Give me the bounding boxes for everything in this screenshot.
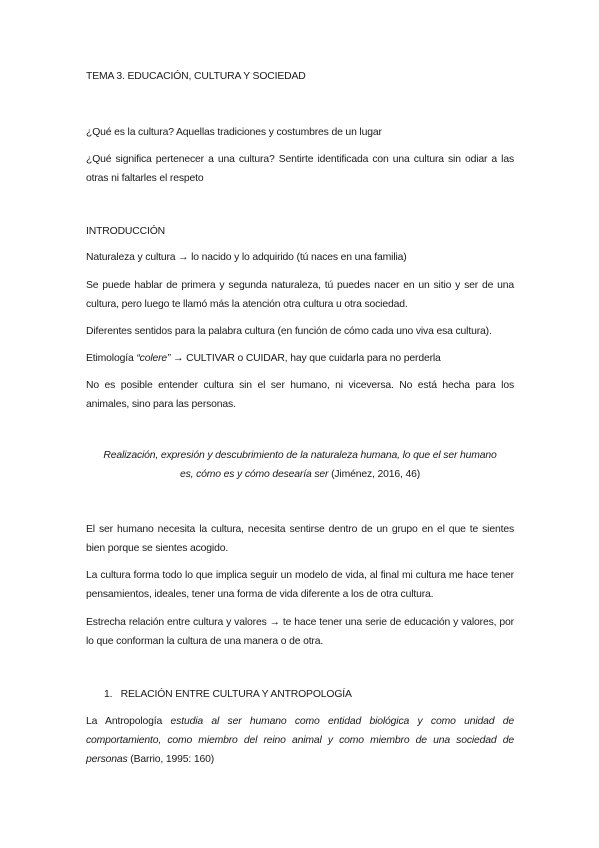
quote-citation: (Jiménez, 2016, 46) <box>328 469 421 480</box>
paragraph-necesita: El ser humano necesita la cultura, necesita sentirse dentro de un grupo en el que te sientes bien porque se sientes acogido. <box>86 524 514 554</box>
section-1-number: 1. <box>104 689 113 700</box>
quote-block <box>86 446 514 484</box>
etimologia-label: Etimología <box>86 353 137 364</box>
question-2: ¿Qué significa pertenecer a una cultura? Sentirte identificada con una cultura sin odiar a las otras ni faltarles el respeto <box>86 154 514 184</box>
paragraph-estrecha: Estrecha relación entre cultura y valores → te hace tener una serie de educación y valores, por lo que conforman la cultura de una manera o de otra. <box>86 617 514 647</box>
quote-line-2: es, cómo es y cómo desearía ser <box>179 469 329 480</box>
section-1-title: RELACIÓN ENTRE CULTURA Y ANTROPOLOGÍA <box>120 689 352 700</box>
etimologia-rest: → CULTIVAR o CUIDAR, hay que cuidarla para no perderla <box>170 353 441 364</box>
paragraph-antropologia <box>86 712 514 769</box>
intro-heading: INTRODUCCIÓN <box>86 226 166 237</box>
antropologia-intro: La Antropología <box>86 716 171 727</box>
quote-line-1: Realización, expresión y descubrimiento de la naturaleza humana, lo que el ser humano <box>103 450 497 461</box>
paragraph-forma: La cultura forma todo lo que implica seguir un modelo de vida, al final mi cultura me hace tener pensamientos, ideales, tener una forma de vida diferente a los de otra cultura. <box>86 570 514 600</box>
document-title: TEMA 3. EDUCACIÓN, CULTURA Y SOCIEDAD <box>86 71 306 82</box>
paragraph-ser-humano: No es posible entender cultura sin el ser humano, ni viceversa. No está hecha para los animales, sino para las personas. <box>86 380 514 410</box>
paragraph-segunda-naturaleza: Se puede hablar de primera y segunda naturaleza, tú puedes nacer en un sitio y ser de una cultura, pero luego te llamó más la atención otra cultura u otra sociedad. <box>86 280 514 310</box>
question-1: ¿Qué es la cultura? Aquellas tradiciones y costumbres de un lugar <box>86 127 382 138</box>
antropologia-definition: estudia al ser humano como entidad biológica y como unidad de comportamiento, como miembro del reino animal y como miembro de una sociedad de personas <box>86 716 514 765</box>
paragraph-sentidos: Diferentes sentidos para la palabra cultura (en función de cómo cada uno viva esa cultura). <box>86 326 492 337</box>
etimologia-word: “colere” <box>136 353 171 364</box>
paragraph-naturaleza: Naturaleza y cultura → lo nacido y lo adquirido (tú naces en una familia) <box>86 252 407 263</box>
paragraph-etimologia <box>86 349 514 368</box>
antropologia-citation: (Barrio, 1995: 160) <box>127 754 215 765</box>
section-1-heading <box>104 685 514 704</box>
